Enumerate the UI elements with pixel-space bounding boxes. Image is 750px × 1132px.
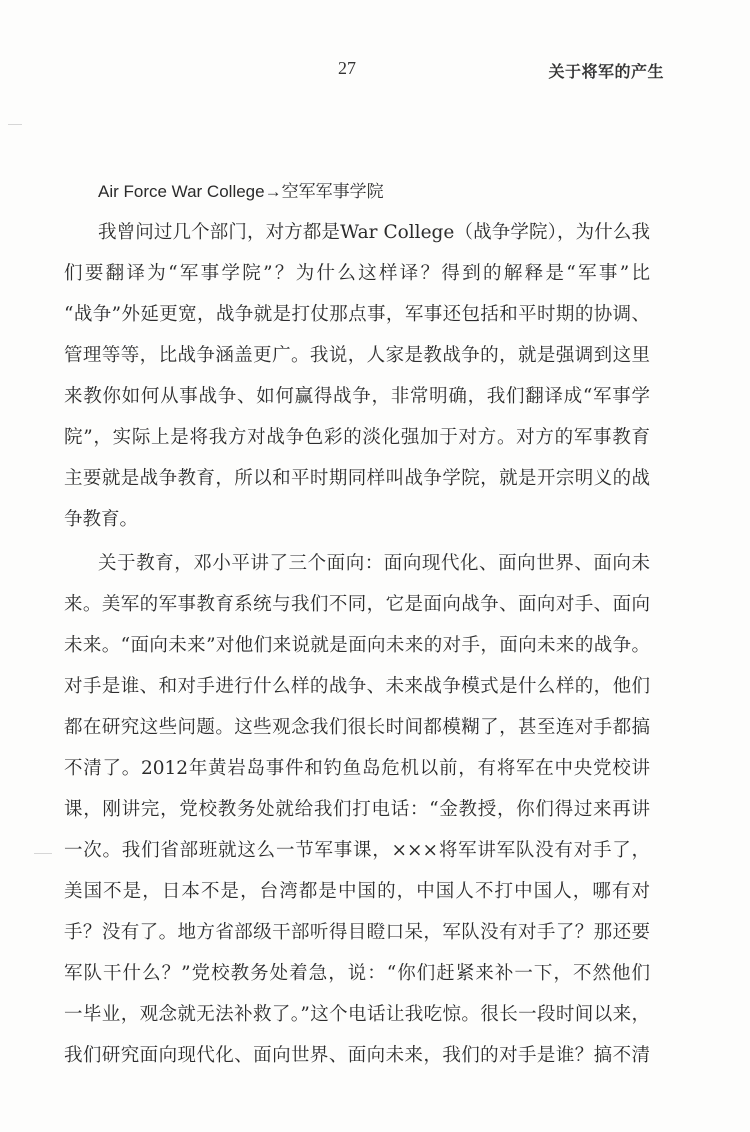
text-line: 课，刚讲完，党校教务处就给我们打电话：“金教授，你们得过来再讲 [64, 799, 650, 820]
text-line: 对手是谁、和对手进行什么样的战争、未来战争模式是什么样的，他们 [64, 676, 650, 697]
text-line: 一次。我们省部班就这么一节军事课，×××将军讲军队没有对手了， [64, 840, 650, 861]
text-line: 我曾问过几个部门，对方都是War College（战争学院），为什么我 [98, 222, 650, 243]
text-line: 院”，实际上是将我方对战争色彩的淡化强加于对方。对方的军事教育 [64, 427, 650, 448]
text-line: “战争”外延更宽，战争就是打仗那点事，军事还包括和平时期的协调、 [64, 304, 650, 325]
text-line: 管理等等，比战争涵盖更广。我说，人家是教战争的，就是强调到这里 [64, 345, 650, 366]
scan-artifact [34, 853, 52, 854]
text-line: 关于教育，邓小平讲了三个面向：面向现代化、面向世界、面向未 [98, 553, 650, 574]
text-line: 来教你如何从事战争、如何赢得战争，非常明确，我们翻译成“军事学 [64, 386, 650, 407]
text-line: 不清了。2012年黄岩岛事件和钓鱼岛危机以前，有将军在中央党校讲 [64, 758, 650, 779]
text-line: 军队干什么？”党校教务处着急，说：“你们赶紧来补一下，不然他们 [64, 963, 650, 984]
body-text [64, 171, 650, 1076]
text-line: 我们研究面向现代化、面向世界、面向未来，我们的对手是谁？搞不清 [64, 1045, 650, 1066]
text-line: 手？没有了。地方省部级干部听得目瞪口呆，军队没有对手了？那还要 [64, 922, 650, 943]
running-header-title: 关于将军的产生 [548, 62, 664, 81]
page-number: 27 [338, 58, 356, 78]
text-line: 来。美军的军事教育系统与我们不同，它是面向战争、面向对手、面向 [64, 594, 650, 615]
text-line: 一毕业，观念就无法补救了。”这个电话让我吃惊。很长一段时间以来， [64, 1004, 650, 1025]
text-line: 主要就是战争教育，所以和平时期同样叫战争学院，就是开宗明义的战 [64, 468, 650, 489]
paragraph-1 [64, 212, 650, 540]
text-line: 们要翻译为“军事学院”？为什么这样译？得到的解释是“军事”比 [64, 263, 650, 284]
text-line: 美国不是，日本不是，台湾都是中国的，中国人不打中国人，哪有对 [64, 881, 650, 902]
text-line: 争教育。 [64, 509, 139, 530]
text-line: 都在研究这些问题。这些观念我们很长时间都模糊了，甚至连对手都搞 [64, 717, 650, 738]
paragraph-2 [64, 543, 650, 1076]
section-title: Air Force War College→空军军事学院 [98, 182, 384, 201]
scan-artifact [8, 124, 22, 125]
text-line: 未来。“面向未来”对他们来说就是面向未来的对手，面向未来的战争。 [64, 635, 650, 656]
